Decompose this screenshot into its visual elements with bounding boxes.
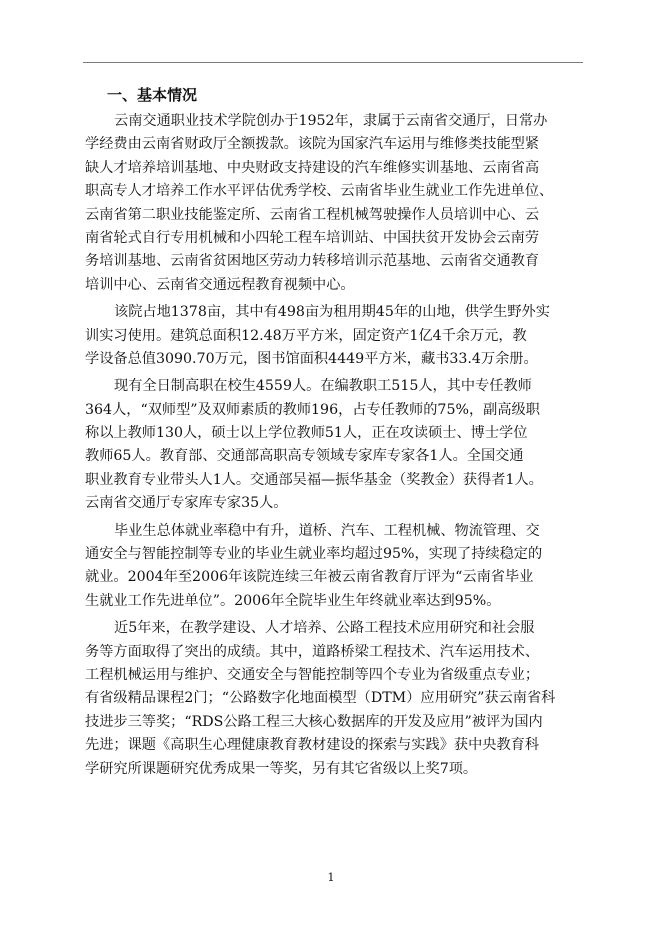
page-number: 1	[327, 871, 335, 884]
text-line: 近5年来，在教学建设、人才培养、公路工程技术应用研究和社会服	[114, 620, 535, 637]
text-line: 就业。2004年至2006年该院连续三年被云南省教育厅评为“云南省毕业	[85, 569, 534, 586]
text-line: 技进步三等奖；“RDS公路工程三大核心数据库的开发及应用”被评为国内	[85, 713, 543, 730]
text-line: 学研究所课题研究优秀成果一等奖，另有其它省级以上奖7项。	[85, 760, 478, 777]
text-line: 学经费由云南省财政厅全额拨款。该院为国家汽车运用与维修类技能型紧	[85, 136, 540, 153]
text-line: 职业教育专业带头人1人。交通部吴福—振华基金（奖教金）获得者1人。	[85, 471, 543, 488]
text-line: 毕业生总体就业率稳中有升，道桥、汽车、工程机械、物流管理、交	[114, 522, 540, 539]
text-line: 通安全与智能控制等专业的毕业生就业率均超过95%，实现了持续稳定的	[85, 546, 543, 563]
text-line: 务培训基地、云南省贫困地区劳动力转移培训示范基地、云南省交通教育	[85, 253, 540, 270]
text-line: 职高专人才培养工作水平评估优秀学校、云南省毕业生就业工作先进单位、	[85, 183, 554, 200]
text-line: 学设备总值3090.70万元，图书馆面积4449平方米，藏书33.4万余册。	[85, 350, 538, 367]
text-line: 有省级精品课程2门；“公路数字化地面模型（DTM）应用研究”获云南省科	[85, 690, 556, 707]
text-line: 南省轮式自行专用机械和小四轮工程车培训站、中国扶贫开发协会云南劳	[85, 229, 540, 246]
text-line: 364人，“双师型”及双师素质的教师196，占专任教师的75%，副高级职	[85, 401, 540, 418]
text-line: 训实习使用。建筑总面积12.48万平方米，固定资产1亿4千余万元，教	[85, 327, 527, 344]
text-line: 云南交通职业技术学院创办于1952年，隶属于云南省交通厅，日常办	[114, 113, 548, 129]
text-line: 缺人才培养培训基地、中央财政支持建设的汽车维修实训基地、云南省高	[85, 159, 540, 176]
text-line: 云南省交通厅专家库专家35人。	[85, 495, 288, 512]
section-heading: 一、基本情况	[107, 86, 198, 104]
text-line: 工程机械运用与维护、交通安全与智能控制等四个专业为省级重点专业；	[85, 666, 540, 683]
text-line: 称以上教师130人，硕士以上学位教师51人，正在攻读硕士、博士学位	[85, 425, 528, 442]
text-line: 教师65人。教育部、交通部高职高专领域专家库专家各1人。全国交通	[85, 448, 524, 465]
text-line: 生就业工作先进单位”。2006年全院毕业生年终就业率达到95%。	[85, 592, 501, 609]
text-line: 务等方面取得了突出的成绩。其中，道路桥梁工程技术、汽车运用技术、	[85, 643, 540, 660]
paragraph-achievements	[85, 617, 585, 781]
paragraph-campus	[85, 301, 585, 371]
text-line: 该院占地1378亩，其中有498亩为租用期45年的山地，供学生野外实	[114, 304, 550, 321]
text-line: 现有全日制高职在校生4559人。在编教职工515人，其中专任教师	[114, 378, 532, 395]
text-line: 培训中心、云南省交通远程教育视频中心。	[85, 276, 355, 293]
paragraph-staff	[85, 375, 585, 515]
document-body	[85, 80, 585, 781]
paragraph-employment	[85, 520, 585, 614]
paragraph-intro	[85, 110, 585, 297]
header-rule	[83, 62, 583, 63]
text-line: 先进；课题《高职生心理健康教育教材建设的探索与实践》获中央教育科	[85, 737, 540, 754]
text-line: 云南省第二职业技能鉴定所、云南省工程机械驾驶操作人员培训中心、云	[85, 206, 540, 223]
